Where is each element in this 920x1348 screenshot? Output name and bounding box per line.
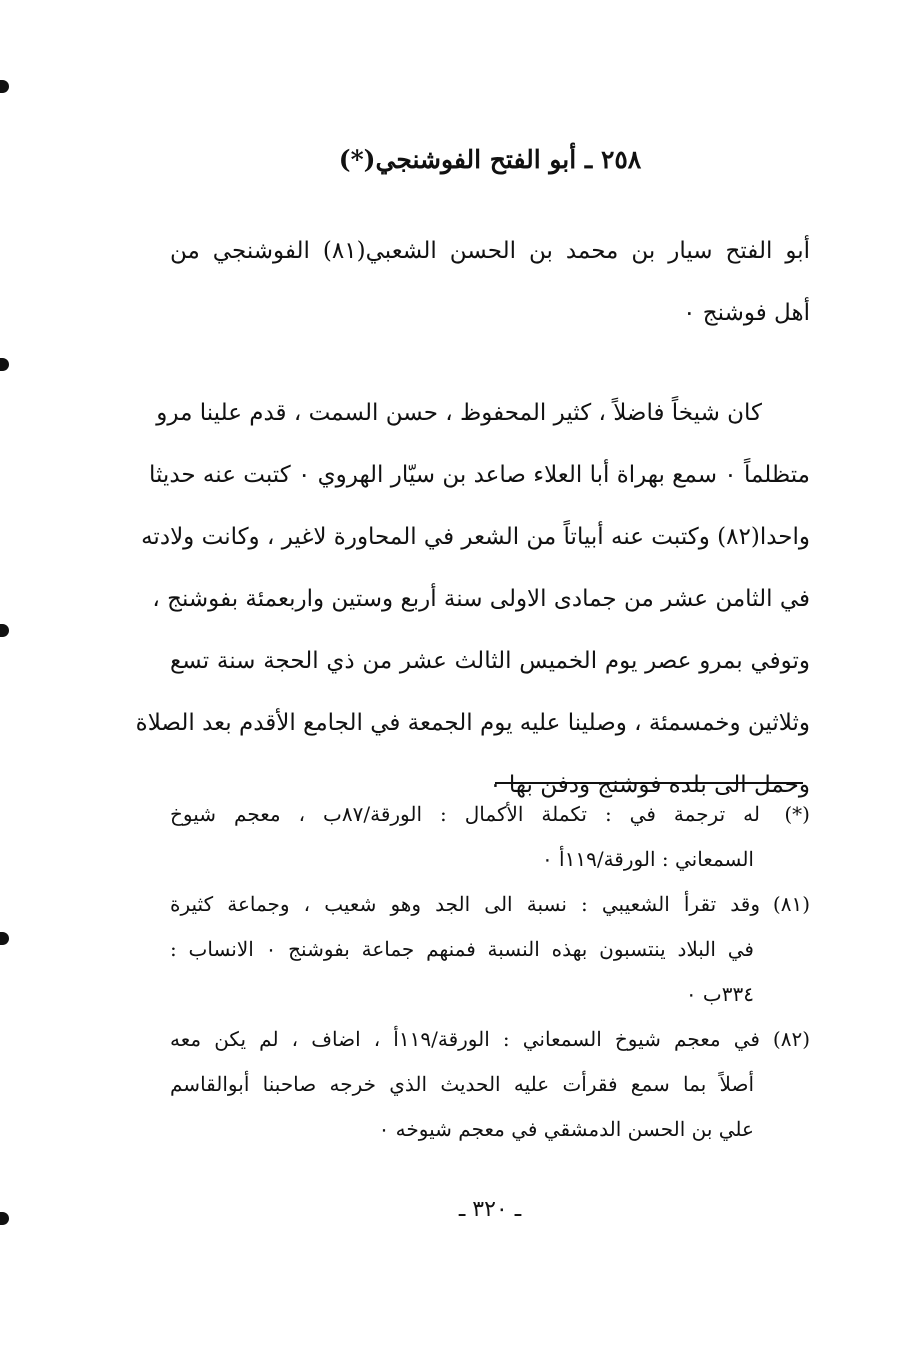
footnote-line: ٣٣٤ب ٠ (685, 982, 754, 1006)
footnote-line: أصلاً بما سمع فقرأت عليه الحديث الذي خرجه صاحبنا أبوالقاسم (170, 1072, 754, 1096)
margin-mark (0, 80, 9, 93)
body-line: وثلاثين وخمسمئة ، وصلينا عليه يوم الجمعة في الجامع الأقدم بعد الصلاة (135, 710, 810, 736)
body-line: واحدا(٨٢) وكتبت عنه أبياتاً من الشعر في المحاورة لاغير ، وكانت ولادته (141, 524, 810, 550)
page-number: ـ ٣٢٠ ـ (458, 1197, 522, 1222)
margin-mark (0, 932, 9, 945)
body-line: وتوفي بمرو عصر يوم الخميس الثالث عشر من ذي الحجة سنة تسع (170, 648, 810, 674)
body-line: أهل فوشنج ٠ (683, 300, 810, 326)
entry-body (135, 220, 810, 816)
footnote-line: علي بن الحسن الدمشقي في معجم شيوخه ٠ (378, 1117, 754, 1141)
footnote (170, 1017, 810, 1152)
body-line: كان شيخاً فاضلاً ، كثير المحفوظ ، حسن السمت ، قدم علينا مرو (156, 400, 762, 426)
entry-title: ٢٥٨ ـ أبو الفتح الفوشنجي(*) (338, 145, 642, 174)
margin-mark (0, 358, 9, 371)
footnote-mark: (٨٢) (772, 1027, 810, 1051)
footnote-line: وقد تقرأ الشعيبي : نسبة الى الجد وهو شعيب ، وجماعة كثيرة (170, 892, 760, 916)
margin-mark (0, 624, 9, 637)
body-line: وحمل الى بلده فوشنج ودفن بها ٠ (489, 772, 810, 798)
footnote-separator (495, 782, 803, 784)
footnote-line: له ترجمة في : تكملة الأكمال : الورقة/٨٧ب ، معجم شيوخ (170, 802, 760, 826)
footnote-line: السمعاني : الورقة/١١٩أ ٠ (541, 847, 754, 871)
footnote-line: في معجم شيوخ السمعاني : الورقة/١١٩أ ، اضاف ، لم يكن معه (170, 1027, 760, 1051)
footnote-mark: (٨١) (772, 892, 810, 916)
footnote (170, 792, 810, 882)
footnote (170, 882, 810, 1017)
body-line: متظلماً ٠ سمع بهراة أبا العلاء صاعد بن سيّار الهروي ٠ كتبت عنه حديثا (148, 462, 810, 488)
body-line: في الثامن عشر من جمادى الاولى سنة أربع وستين واربعمئة بفوشنج ، (152, 586, 810, 612)
margin-mark (0, 1212, 9, 1225)
footnote-line: في البلاد ينتسبون بهذه النسبة فمنهم جماعة بفوشنج ٠ الانساب : (170, 937, 754, 961)
footnotes (170, 792, 810, 1152)
footnote-mark: (*) (784, 802, 810, 826)
body-line: أبو الفتح سيار بن محمد بن الحسن الشعبي(٨١) الفوشنجي من (170, 238, 810, 264)
